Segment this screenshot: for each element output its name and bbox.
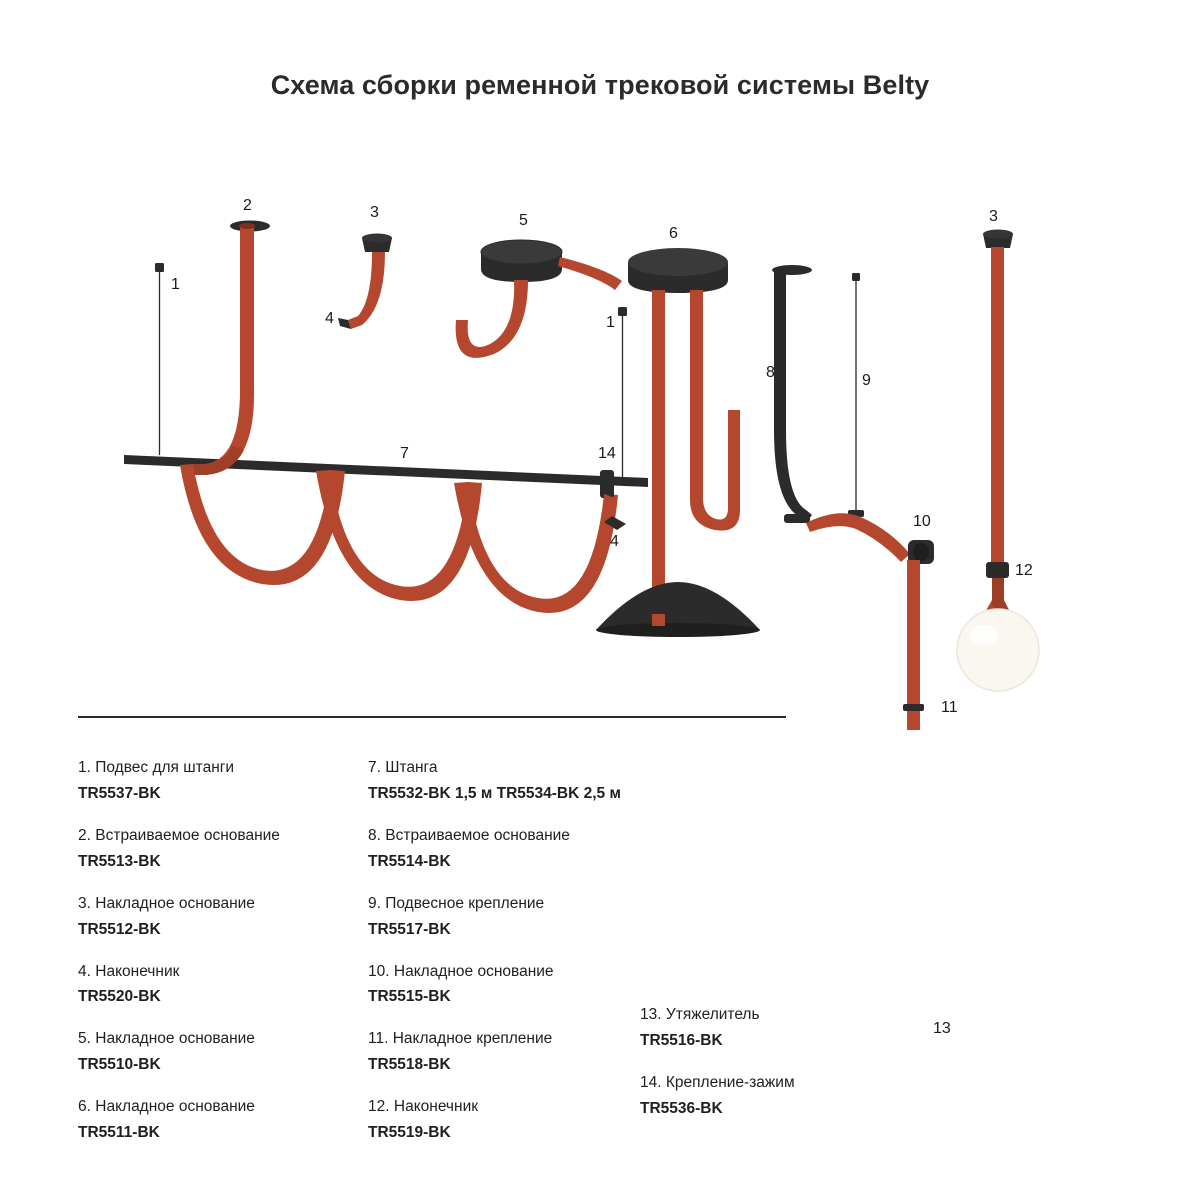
list-item bbox=[640, 1073, 920, 1120]
legend-index: 11. bbox=[368, 1030, 389, 1048]
callout-9: 9 bbox=[862, 372, 871, 389]
list-item bbox=[368, 758, 640, 805]
legend-index: 10. bbox=[368, 962, 390, 980]
legend-code: TR5510-BK bbox=[78, 1056, 161, 1074]
strap-8-9-to-10 bbox=[806, 513, 910, 562]
legend-index: 7. bbox=[368, 759, 381, 776]
list-item bbox=[78, 962, 368, 1009]
legend-name: Утяжелитель bbox=[665, 1006, 760, 1023]
callout-6: 6 bbox=[669, 225, 678, 242]
callout-4-right: 4 bbox=[610, 533, 619, 550]
legend-code: TR5520-BK bbox=[78, 988, 161, 1006]
legend-name: Накладное основание bbox=[95, 894, 255, 912]
list-item bbox=[78, 1097, 368, 1144]
legend-name: Подвесное крепление bbox=[385, 894, 545, 912]
legend-index: 5. bbox=[78, 1030, 91, 1048]
callout-3-right: 3 bbox=[989, 208, 998, 225]
legend-index: 14. bbox=[640, 1073, 662, 1091]
legend-name: Встраиваемое основание bbox=[385, 826, 570, 844]
legend-name: Штанга bbox=[385, 759, 438, 776]
callout-1-left: 1 bbox=[171, 276, 180, 293]
legend-name: Встраиваемое основание bbox=[95, 826, 280, 844]
legend-code: TR5512-BK bbox=[78, 920, 161, 938]
part-1-rod-hanger-middle bbox=[618, 307, 627, 482]
legend-code: TR5514-BK bbox=[368, 852, 451, 870]
legend-code: TR5518-BK bbox=[368, 1056, 451, 1074]
list-item bbox=[368, 962, 640, 1009]
legend-name: Наконечник bbox=[393, 1098, 479, 1116]
callout-12: 12 bbox=[1015, 562, 1033, 579]
legend-name: Подвес для штанги bbox=[95, 759, 235, 776]
callout-3-left: 3 bbox=[370, 204, 379, 221]
legend-code: TR5537-BK bbox=[78, 784, 161, 802]
part-3-surface-base-left bbox=[338, 234, 392, 330]
legend-index: 3. bbox=[78, 894, 91, 912]
list-item bbox=[368, 826, 640, 873]
callout-10: 10 bbox=[913, 513, 931, 530]
list-item bbox=[368, 1029, 640, 1076]
legend-code: TR5516-BK bbox=[640, 1031, 723, 1049]
legend-code: TR5515-BK bbox=[368, 988, 451, 1006]
legend bbox=[78, 716, 1128, 1165]
diagram-svg bbox=[0, 130, 1200, 730]
callout-4-left: 4 bbox=[325, 310, 334, 327]
part-1-rod-hanger-left bbox=[155, 263, 164, 455]
list-item bbox=[368, 894, 640, 941]
part-5-surface-base-drum bbox=[456, 240, 562, 358]
legend-index: 4. bbox=[78, 962, 91, 980]
legend-divider bbox=[78, 716, 786, 718]
legend-index: 8. bbox=[368, 826, 381, 844]
list-item bbox=[368, 1097, 640, 1144]
legend-code: TR5517-BK bbox=[368, 920, 451, 938]
list-item bbox=[78, 894, 368, 941]
part-8-recessed-base bbox=[772, 265, 812, 523]
legend-index: 6. bbox=[78, 1098, 91, 1116]
part-3-surface-base-right bbox=[983, 230, 1013, 566]
legend-index: 13. bbox=[640, 1006, 662, 1023]
callout-1-middle: 1 bbox=[606, 314, 615, 331]
legend-index: 1. bbox=[78, 759, 91, 776]
legend-name: Накладное основание bbox=[393, 962, 554, 980]
callout-7: 7 bbox=[400, 445, 409, 462]
legend-column-2 bbox=[368, 758, 640, 1165]
legend-name: Накладное крепление bbox=[392, 1030, 553, 1048]
legend-code: TR5536-BK bbox=[640, 1099, 723, 1117]
legend-index: 9. bbox=[368, 894, 381, 912]
page-title: Схема сборки ременной трековой системы Belty bbox=[270, 70, 930, 100]
callout-8: 8 bbox=[766, 364, 775, 381]
legend-name: Накладное основание bbox=[95, 1098, 255, 1116]
strap-drape bbox=[180, 464, 618, 613]
legend-code: TR5513-BK bbox=[78, 852, 161, 870]
callout-2: 2 bbox=[243, 197, 252, 214]
legend-name: Наконечник bbox=[95, 962, 180, 980]
legend-index: 2. bbox=[78, 826, 91, 844]
part-9-suspension-mount bbox=[848, 273, 864, 517]
callout-5: 5 bbox=[519, 212, 528, 229]
part-12-tip-and-globe bbox=[957, 562, 1039, 691]
list-item bbox=[78, 826, 368, 873]
legend-code: TR5519-BK bbox=[368, 1124, 451, 1142]
legend-column-1 bbox=[78, 758, 368, 1165]
part-2-recessed-base bbox=[193, 221, 270, 476]
list-item bbox=[640, 1005, 920, 1052]
callout-13: 13 bbox=[933, 1020, 951, 1037]
callout-11: 11 bbox=[941, 699, 958, 716]
list-item bbox=[78, 1029, 368, 1076]
legend-column-3 bbox=[640, 758, 920, 1165]
part-11-surface-clip bbox=[903, 704, 924, 711]
legend-name: Крепление-зажим bbox=[665, 1073, 795, 1091]
legend-name: Накладное основание bbox=[95, 1030, 255, 1048]
legend-code: TR5511-BK bbox=[78, 1124, 160, 1142]
list-item bbox=[78, 758, 368, 805]
legend-code: TR5532-BK 1,5 м TR5534-BK 2,5 м bbox=[368, 784, 621, 802]
part-6-surface-base-large bbox=[596, 248, 760, 637]
legend-index: 12. bbox=[368, 1098, 390, 1116]
callout-14: 14 bbox=[598, 445, 616, 462]
strap-5-to-6 bbox=[558, 257, 622, 290]
